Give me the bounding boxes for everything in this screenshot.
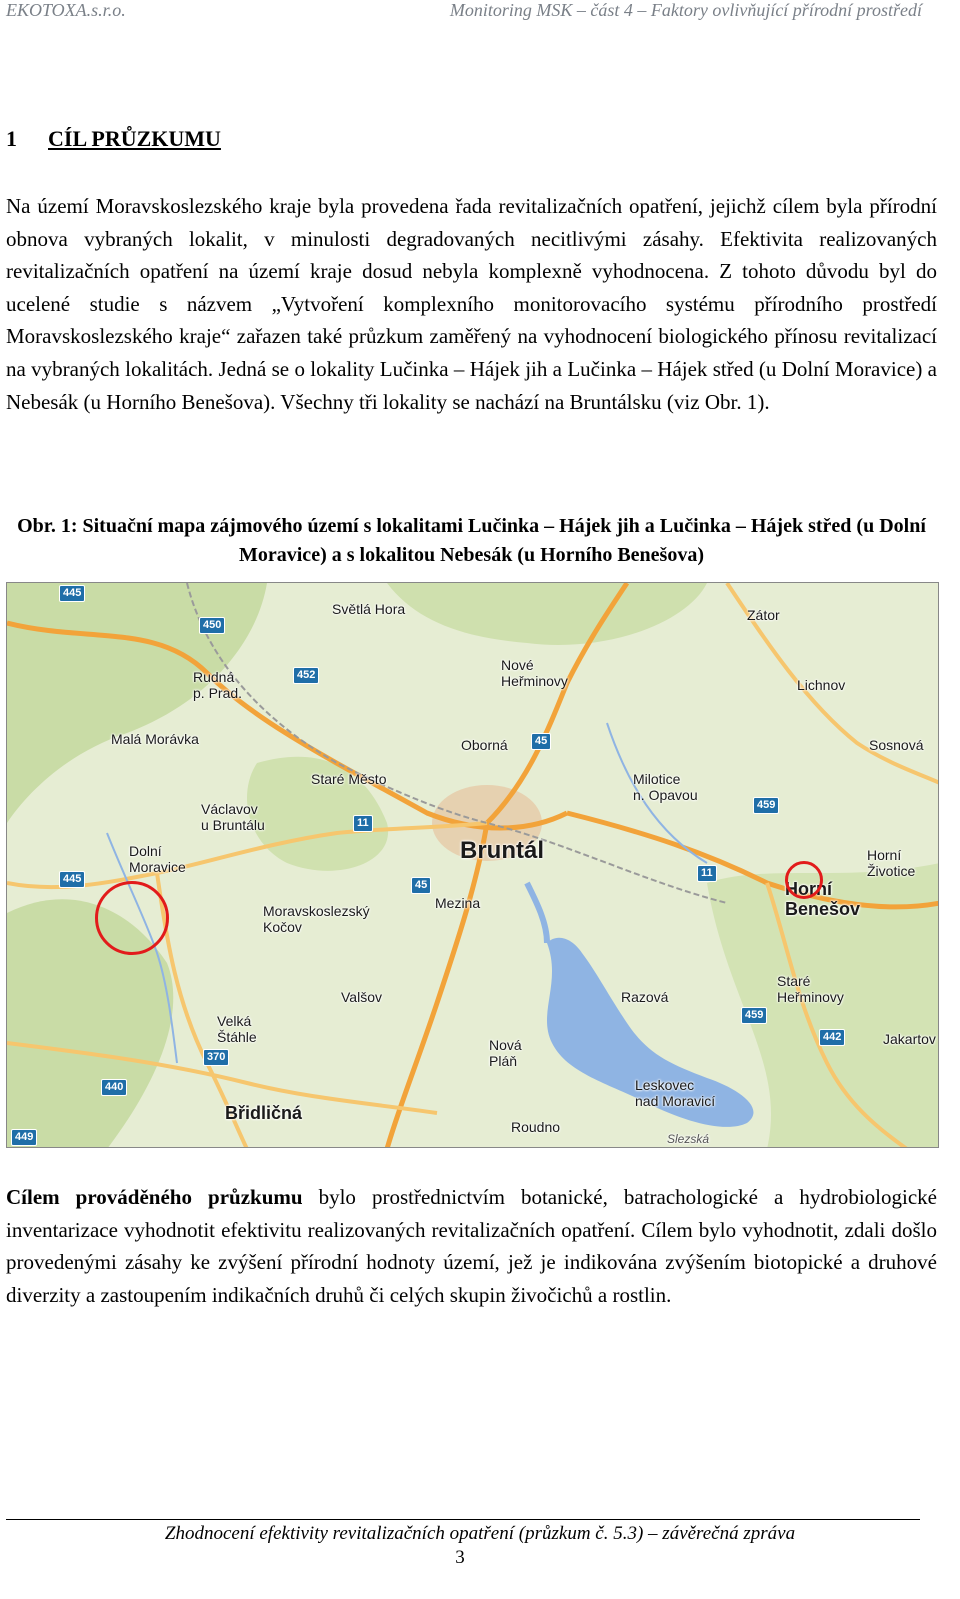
locality-marker-nebesak	[785, 861, 823, 899]
road-number-shield: 459	[753, 797, 779, 814]
map-town-label: Oborná	[461, 737, 508, 753]
road-number-shield: 45	[531, 733, 551, 750]
road-number-shield: 459	[741, 1007, 767, 1024]
footer-text: Zhodnocení efektivity revitalizačních opatření (průzkum č. 5.3) – závěrečná zpráva	[164, 1523, 796, 1544]
section-heading	[6, 126, 221, 152]
road-number-shield: 45	[411, 877, 431, 894]
section-number: 1	[6, 126, 17, 151]
road-number-shield: 445	[59, 585, 85, 602]
road-number-shield: 449	[11, 1129, 37, 1146]
map-town-label: Leskovec nad Moravicí	[635, 1077, 716, 1109]
intro-paragraph: Na území Moravskoslezského kraje byla provedena řada revitalizačních opatření, jejichž cílem byla přírodní obnova vybraných lokalit, v minulosti degradovaných necitlivými zásahy. Efektivita realizovaných revitalizačních opatření na území kraje dosud nebyla komplexně vyhodnocena. Z tohoto důvodu byl do ucelené studie s názvem „Vytvoření komplexního monitorovacího systému přírodního prostředí Moravskoslezského kraje“ zařazen také průzkum zaměřený na vyhodnocení biologického přínosu revitalizací na vybraných lokalitách. Jedná se o lokality Lučinka – Hájek jih a Lučinka – Hájek střed (u Dolní Moravice) a Nebesák (u Horního Benešova). Všechny tři lokality se nachází na Bruntálsku (viz Obr. 1).	[6, 194, 937, 414]
page-header	[0, 0, 960, 26]
locality-marker-lucinka-hajek	[95, 881, 169, 955]
road-number-shield: 442	[819, 1029, 845, 1046]
map-town-label: Razová	[621, 989, 669, 1005]
map-town-label: Staré Město	[311, 771, 387, 787]
map-town-label: Velká Štáhle	[217, 1013, 257, 1045]
map-town-label-bruntal: Bruntál	[460, 837, 544, 864]
map-town-label-bridlicna: Břidličná	[225, 1103, 303, 1123]
road-number-shield: 445	[59, 871, 85, 888]
goal-lead: Cílem prováděného průzkumu	[6, 1185, 303, 1209]
map-town-label: Nová Pláň	[489, 1037, 522, 1069]
road-number-shield: 370	[203, 1049, 229, 1066]
map-town-label: Roudno	[511, 1119, 561, 1135]
map-town-label: Sosnová	[869, 737, 924, 753]
map-town-label: Václavov u Bruntálu	[201, 801, 265, 833]
map-town-label: Staré Heřminovy	[777, 973, 844, 1005]
road-number-shield: 440	[101, 1079, 127, 1096]
road-number-shield: 11	[353, 815, 373, 832]
map-town-label: Valšov	[341, 989, 382, 1005]
goal-paragraph	[6, 1181, 937, 1311]
situation-map	[6, 582, 939, 1148]
header-company: EKOTOXA.s.r.o.	[6, 0, 126, 20]
map-town-label-horni-benesov: Horní Benešov	[785, 879, 861, 919]
map-town-label: Milotice n. Opavou	[633, 771, 698, 803]
road-number-shield: 11	[697, 865, 717, 882]
map-region-label: Slezská	[667, 1132, 710, 1146]
goal-text: bylo prostřednictvím botanické, batrachologické a hydrobiologické inventarizace vyhodnotit efektivitu realizovaných revitalizačních opatření. Cílem bylo vyhodnotit, zdali došlo provedenými zásahy ke zvýšení přírodní hodnoty území, jež je indikována zvýšením biotopické a druhové diverzity a zastoupením indikačních druhů či celých skupin živočichů a rostlin.	[6, 1185, 937, 1307]
map-town-label: Mezina	[435, 895, 481, 911]
road-number-shield: 450	[199, 617, 225, 634]
map-town-label: Světlá Hora	[332, 601, 406, 617]
map-town-label: Rudná p. Prad.	[193, 669, 243, 701]
map-town-label: Horní Životice	[867, 847, 916, 879]
header-title: Monitoring MSK – část 4 – Faktory ovlivňující přírodní prostředí	[449, 0, 922, 20]
map-town-label: Moravskoslezský Kočov	[263, 903, 370, 935]
road-number-shield: 452	[293, 667, 319, 684]
map-town-label: Jakartov	[883, 1031, 936, 1047]
footer-divider	[6, 1519, 920, 1520]
map-town-label: Malá Morávka	[111, 731, 199, 747]
map-town-label: Dolní Moravice	[129, 843, 186, 875]
map-town-label: Lichnov	[797, 677, 846, 693]
section-title: CÍL PRŮZKUMU	[48, 126, 221, 151]
page-number: 3	[455, 1547, 465, 1568]
map-town-label: Nové Heřminovy	[501, 657, 568, 689]
figure-caption: Obr. 1: Situační mapa zájmového území s lokalitami Lučinka – Hájek jih a Lučinka – Hájek střed (u Dolní Moravice) a s lokalitou Nebesák (u Horního Benešova)	[17, 515, 926, 566]
map-town-label: Zátor	[747, 607, 780, 623]
